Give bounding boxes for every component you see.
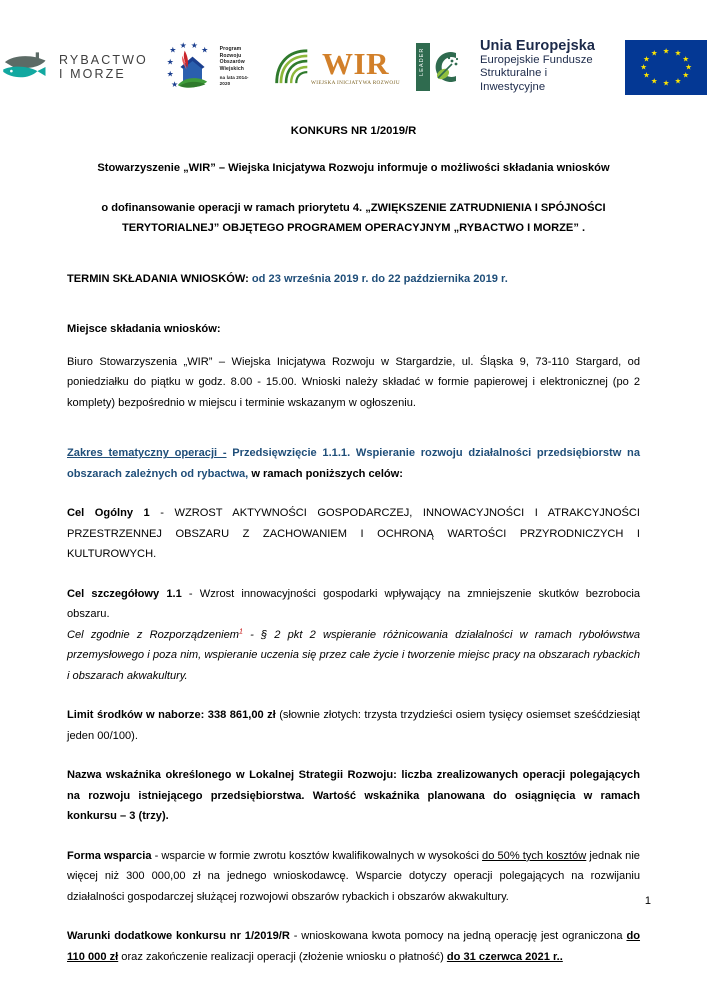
cel-szczegolowy-body: - Wzrost innowacyjności gospodarki wpływający na zmniejszenie skutków bezrobocia obszaru. xyxy=(67,587,640,621)
fish-boat-icon xyxy=(0,47,52,87)
cel-rozp-body: - § 2 pkt 2 wspieranie różnicowania działalności w ramach rybołówstwa przemysłowego i poza nim, wspieranie uczenia się przez całe życie i tworzenie miejsc pracy na obszarach rybackich i obszarach akwakultury. xyxy=(67,628,641,682)
termin-value: od 23 września 2019 r. do 22 października 2019 r. xyxy=(248,272,508,285)
logo-wir xyxy=(275,45,400,86)
wir-word: WIR xyxy=(322,45,389,81)
cel-ogolny-label: Cel Ogólny 1 xyxy=(67,507,150,520)
rybactwo-line1: RYBACTWO xyxy=(59,53,148,67)
svg-text:★: ★ xyxy=(200,45,208,55)
zakres-blue-rest: Przedsięwzięcie 1.1.1. Wspieranie rozwoju działalności przedsiębiorstw na obszarach zależnych od rybactwa, xyxy=(67,447,640,480)
svg-text:★: ★ xyxy=(166,69,174,79)
cel-rozporzadzenie xyxy=(67,625,640,687)
limit-body: (słownie złotych: trzysta trzydzieści osiem tysięcy osiemset sześćdziesiąt jeden 00/100). xyxy=(67,709,640,742)
termin-skladania-row xyxy=(67,269,640,290)
logo-leader xyxy=(416,43,464,91)
konkurs-title: KONKURS NR 1/2019/R xyxy=(290,125,417,137)
zakres-tematyczny xyxy=(67,443,640,484)
page-number: 1 xyxy=(644,895,651,907)
svg-text:★: ★ xyxy=(166,57,174,67)
forma-wsparcia xyxy=(67,846,640,908)
ue-text-block xyxy=(480,40,615,94)
logo-rybactwo-i-morze xyxy=(0,47,148,87)
cel-szczegolowy xyxy=(67,584,640,625)
warunki-underline-1: do 110 000 zł xyxy=(67,930,641,963)
miejsce-heading: Miejsce składania wniosków: xyxy=(67,323,221,336)
zakres-label: Zakres tematyczny operacji - xyxy=(67,447,227,460)
warunki-body-1: - wnioskowana kwota pomocy na jedną operację jest ograniczona xyxy=(289,930,627,943)
priority-line-2: TERYTORIALNEJ” OBJĘTEGO PROGRAMEM OPERACYJNYM „RYBACTWO I MORZE” . xyxy=(121,222,586,235)
warunki-label: Warunki dodatkowe konkursu nr 1/2019/R xyxy=(67,930,290,943)
forma-underline: do 50% tych kosztów xyxy=(482,849,587,862)
document-body xyxy=(67,126,640,967)
rybactwo-wordmark xyxy=(59,53,148,81)
cel-szczegolowy-label: Cel szczegółowy 1.1 xyxy=(67,587,182,600)
rybactwo-line2: I MORZE xyxy=(59,67,126,81)
svg-text:★: ★ xyxy=(179,42,187,51)
miejsce-body: Biuro Stowarzyszenia „WIR” – Wiejska Inicjatywa Rozwoju w Stargardzie, ul. Śląska 9, 73-110 Stargard, od poniedziałku do piątku w godz. 8.00 - 15.00. Wnioski należy składać w formie papierowej i elektronicznej (po 2 komplety) bezpośrednio w miejscu i terminie wskazanym w ogłoszeniu. xyxy=(67,355,640,409)
eu-flag-icon: ★ ★ ★ ★ ★ ★ ★ ★ ★ ★ ★ ★ xyxy=(625,40,707,95)
limit-srodkow xyxy=(67,705,640,746)
ue-line3: Strukturalne i Inwestycyjne xyxy=(479,67,548,93)
forma-label: Forma wsparcia xyxy=(67,849,152,862)
wir-wordmark xyxy=(311,45,400,86)
footnote-marker: 1 xyxy=(239,628,243,636)
svg-text:★: ★ xyxy=(170,79,178,89)
wir-spiral-icon xyxy=(275,49,309,85)
svg-text:★: ★ xyxy=(190,42,198,51)
prow-text-block xyxy=(220,46,259,88)
prow-line2: Rozwoju xyxy=(219,52,242,59)
prow-line3: Obszarów xyxy=(219,59,245,66)
forma-body-1: - wsparcie w formie zwrotu kosztów kwalifikowalnych w wysokości xyxy=(151,849,483,862)
logo-strip xyxy=(0,34,707,100)
forma-body-2: jednak nie więcej niż 300 000,00 zł na jednego wnioskodawcę. Wsparcie dotyczy operacji polegających na rozwijaniu działalności gospodarczej służącej rozwojowi obszarów rybackich i obszarów akwakultury. xyxy=(67,849,640,903)
prow-emblem-icon xyxy=(164,42,216,92)
logo-unia-europejska xyxy=(480,40,707,95)
prow-line5: na lata 2014-2020 xyxy=(219,74,249,87)
logo-prow xyxy=(164,42,259,92)
cel-rozp-label: Cel zgodnie z Rozporządzeniem xyxy=(67,628,239,641)
prow-line1: Program xyxy=(219,46,242,53)
intro-line: Stowarzyszenie „WIR” – Wiejska Inicjatywa Rozwoju informuje o możliwości składania wniosków xyxy=(97,162,610,175)
warunki-underline-2: do 31 czerwca 2021 r.. xyxy=(446,950,563,963)
cel-ogolny xyxy=(67,503,640,565)
warunki-dodatkowe xyxy=(67,926,640,967)
prow-line4: Wiejskich xyxy=(219,66,245,72)
warunki-body-2: oraz zakończenie realizacji operacji (złożenie wniosku o płatność) xyxy=(118,950,447,963)
svg-text:★: ★ xyxy=(169,45,176,55)
cel-ogolny-body: - WZROST AKTYWNOŚCI GOSPODARCZEJ, INNOWACYJNOŚCI I ATRAKCYJNOŚCI PRZESTRZENNEJ OBSZARU Z ZACHOWANIEM I OCHRONĄ WARTOŚCI PRZYRODNICZYCH I KULTUROWYCH. xyxy=(67,507,640,561)
zakres-black-rest: w ramach poniższych celów: xyxy=(248,467,404,480)
nazwa-wskaznika: Nazwa wskaźnika określonego w Lokalnej Strategii Rozwoju: liczba zrealizowanych operacji polegających na rozwoju istniejącego przedsiębiorstwa. Wartość wskaźnika planowana do osiągnięcia w ramach konkursu – 3 (trzy). xyxy=(67,769,640,823)
svg-text:LEADER: LEADER xyxy=(418,47,425,76)
ue-line2: Europejskie Fundusze xyxy=(479,53,593,66)
leader-icon xyxy=(416,43,464,91)
limit-label: Limit środków w naborze: 338 861,00 zł xyxy=(67,709,276,722)
ue-line1: Unia Europejska xyxy=(479,38,596,54)
termin-label: TERMIN SKŁADANIA WNIOSKÓW: xyxy=(67,272,249,285)
priority-line-1: o dofinansowanie operacji w ramach priorytetu 4. „ZWIĘKSZENIE ZATRUDNIENIA I SPÓJNOŚCI xyxy=(101,201,606,214)
wir-subtitle: WIEJSKA INICJATYWA ROZWOJU xyxy=(311,79,400,86)
